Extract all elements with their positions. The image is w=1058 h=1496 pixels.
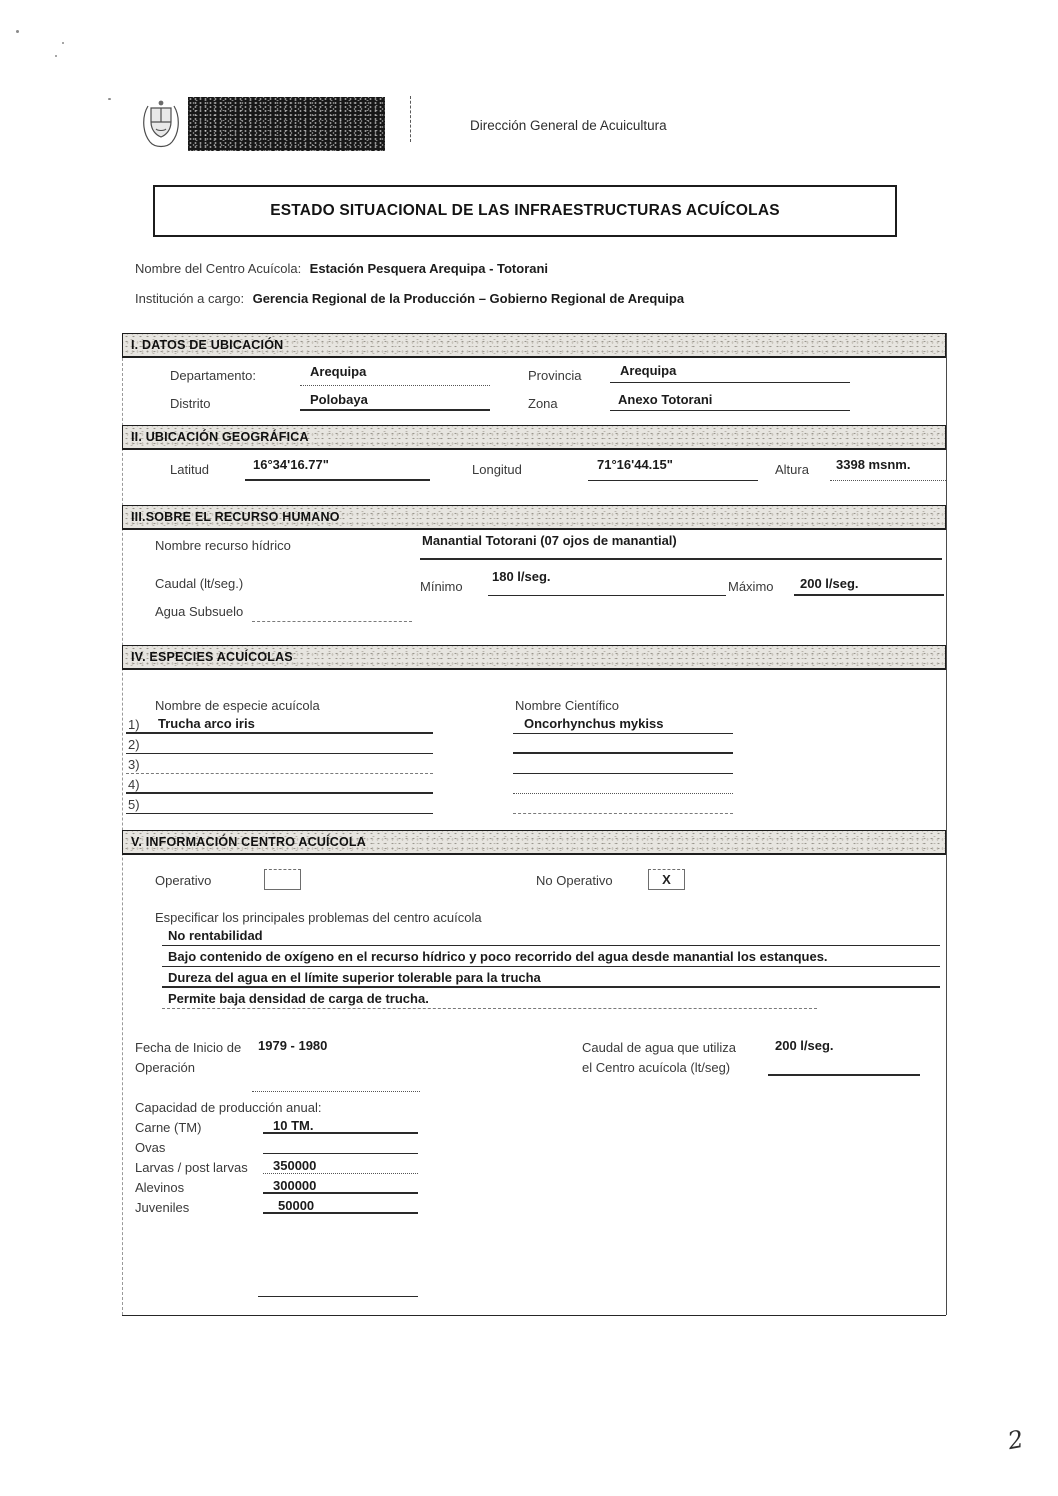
institucion-value: Gerencia Regional de la Producción – Gobierno Regional de Arequipa xyxy=(252,291,685,306)
scan-speck xyxy=(62,42,64,44)
capacidad-row-value: 50000 xyxy=(278,1198,315,1213)
recurso-hidrico-value: Manantial Totorani (07 ojos de manantial) xyxy=(422,533,677,548)
species-name: Trucha arco iris xyxy=(158,716,255,731)
fecha-inicio-label-line2: Operación xyxy=(135,1060,195,1075)
longitud-value: 71°16'44.15" xyxy=(597,457,673,472)
problems-label: Especificar los principales problemas del centro acuícola xyxy=(155,910,482,925)
altura-value: 3398 msnm. xyxy=(836,457,911,472)
minimo-value: 180 l/seg. xyxy=(492,569,551,584)
departamento-value: Arequipa xyxy=(310,364,367,379)
minimo-label: Mínimo xyxy=(420,579,463,594)
capacidad-row-value: 350000 xyxy=(273,1158,317,1173)
centro-acuicola-value: Estación Pesquera Arequipa - Totorani xyxy=(309,261,549,276)
problem-underline xyxy=(162,993,817,1009)
capacidad-row-value: 10 TM. xyxy=(273,1118,314,1133)
problem-line: No rentabilidad xyxy=(168,928,263,943)
no-operativo-checkbox xyxy=(648,869,685,890)
longitud-underline xyxy=(588,465,758,481)
caudal-uso-label-line2: el Centro acuícola (lt/seg) xyxy=(582,1060,731,1075)
species-underline xyxy=(126,718,433,734)
centro-acuicola-label: Nombre del Centro Acuícola: xyxy=(135,261,302,276)
capacidad-row-underline xyxy=(263,1158,418,1174)
operativo-label: Operativo xyxy=(155,873,212,888)
section3-header xyxy=(122,505,946,530)
section1-title: I. DATOS DE UBICACIÓN xyxy=(131,338,284,352)
page-left-border xyxy=(122,333,123,1315)
minimo-underline xyxy=(488,580,726,596)
scientific-underline xyxy=(513,738,733,754)
zona-value: Anexo Totorani xyxy=(618,392,713,407)
latitud-underline xyxy=(245,465,430,481)
section2-header xyxy=(122,425,946,450)
ministry-logo-block xyxy=(188,97,385,151)
species-underline xyxy=(126,758,433,774)
capacidad-row-value: 300000 xyxy=(273,1178,317,1193)
zona-underline xyxy=(610,395,850,411)
cientifico-column-header: Nombre Científico xyxy=(515,698,620,713)
species-underline xyxy=(126,778,433,794)
altura-label: Altura xyxy=(775,462,809,477)
centro-acuicola-line xyxy=(135,260,548,278)
problem-line: Bajo contenido de oxígeno en el recurso hídrico y poco recorrido del agua desde manantial los estanques. xyxy=(168,949,828,964)
scan-speck xyxy=(16,30,19,33)
departamento-label: Departamento: xyxy=(170,368,256,383)
caudal-uso-label-line1: Caudal de agua que utiliza xyxy=(582,1040,736,1055)
problem-underline xyxy=(162,930,940,946)
problem-underline xyxy=(162,972,940,988)
zona-label: Zona xyxy=(528,396,558,411)
provincia-value: Arequipa xyxy=(620,363,677,378)
problem-line: Permite baja densidad de carga de trucha. xyxy=(168,991,429,1006)
scientific-underline xyxy=(513,778,733,794)
capacidad-row-underline xyxy=(263,1118,418,1134)
section4-header xyxy=(122,645,946,670)
no-operativo-label: No Operativo xyxy=(536,873,613,888)
maximo-underline xyxy=(794,580,944,596)
latitud-label: Latitud xyxy=(170,462,210,477)
capacidad-row-label: Juveniles xyxy=(135,1200,190,1215)
agua-subsuelo-underline xyxy=(252,606,412,622)
scan-speck xyxy=(55,55,57,57)
section3-title: III.SOBRE EL RECURSO HUMANO xyxy=(131,510,340,524)
fecha-inicio-label-line1: Fecha de Inicio de xyxy=(135,1040,242,1055)
operativo-checkbox xyxy=(264,869,301,890)
distrito-label: Distrito xyxy=(170,396,211,411)
capacidad-row-label: Ovas xyxy=(135,1140,166,1155)
distrito-underline xyxy=(300,395,490,411)
caudal-uso-underline xyxy=(768,1060,920,1076)
altura-underline xyxy=(830,465,946,481)
page-right-border xyxy=(946,333,947,1315)
fecha-inicio-value: 1979 - 1980 xyxy=(258,1038,328,1053)
species-underline xyxy=(126,798,433,814)
species-row-number: 2) xyxy=(128,737,140,752)
provincia-label: Provincia xyxy=(528,368,582,383)
maximo-label: Máximo xyxy=(728,579,774,594)
section4-title: IV. ESPECIES ACUÍCOLAS xyxy=(131,650,293,664)
section1-header xyxy=(122,333,946,358)
species-row-number: 1) xyxy=(128,717,140,732)
section5-title: V. INFORMACIÓN CENTRO ACUÍCOLA xyxy=(131,835,366,849)
form-title: ESTADO SITUACIONAL DE LAS INFRAESTRUCTURAS ACUÍCOLAS xyxy=(270,202,780,219)
capacidad-row-underline xyxy=(263,1178,418,1194)
scientific-underline xyxy=(513,758,733,774)
scientific-underline xyxy=(513,718,733,734)
peru-coat-of-arms-icon xyxy=(138,98,184,152)
capacidad-row-label: Larvas / post larvas xyxy=(135,1160,248,1175)
caudal-uso-value: 200 l/seg. xyxy=(775,1038,834,1053)
distrito-value: Polobaya xyxy=(310,392,368,407)
problem-line: Dureza del agua en el límite superior tolerable para la trucha xyxy=(168,970,541,985)
departamento-underline xyxy=(300,370,490,386)
caudal-label: Caudal (lt/seg.) xyxy=(155,576,244,591)
species-row-number: 5) xyxy=(128,797,140,812)
department-name: Dirección General de Acuicultura xyxy=(470,118,667,133)
especie-column-header: Nombre de especie acuícola xyxy=(155,698,320,713)
provincia-underline xyxy=(610,367,850,383)
capacidad-row-label: Carne (TM) xyxy=(135,1120,202,1135)
section2-title: II. UBICACIÓN GEOGRÁFICA xyxy=(131,430,309,444)
institucion-label: Institución a cargo: xyxy=(135,291,245,306)
page-bottom-border xyxy=(122,1315,946,1316)
no-operativo-mark: X xyxy=(662,872,671,887)
section5-header xyxy=(122,830,946,855)
capacidad-row-underline xyxy=(263,1198,418,1214)
fecha-inicio-underline xyxy=(252,1076,420,1092)
longitud-label: Longitud xyxy=(472,462,522,477)
handwritten-page-number: 2 xyxy=(1005,1424,1026,1456)
scan-speck xyxy=(108,98,111,100)
maximo-value: 200 l/seg. xyxy=(800,576,859,591)
latitud-value: 16°34'16.77" xyxy=(253,457,329,472)
capacidad-row-underline xyxy=(263,1138,418,1154)
agua-subsuelo-label: Agua Subsuelo xyxy=(155,604,244,619)
species-underline xyxy=(126,738,433,754)
species-row-number: 4) xyxy=(128,777,140,792)
capacidad-label: Capacidad de producción anual: xyxy=(135,1100,322,1115)
scientific-name: Oncorhynchus mykiss xyxy=(524,716,664,731)
recurso-hidrico-underline xyxy=(420,540,942,560)
species-row-number: 3) xyxy=(128,757,140,772)
empty-bottom-underline xyxy=(258,1281,418,1297)
institucion-line xyxy=(135,290,684,308)
capacidad-row-label: Alevinos xyxy=(135,1180,185,1195)
form-title-box xyxy=(153,185,897,237)
scientific-underline xyxy=(513,798,733,814)
problem-underline xyxy=(162,951,940,967)
recurso-hidrico-label: Nombre recurso hídrico xyxy=(155,538,291,553)
header-divider xyxy=(410,96,411,142)
